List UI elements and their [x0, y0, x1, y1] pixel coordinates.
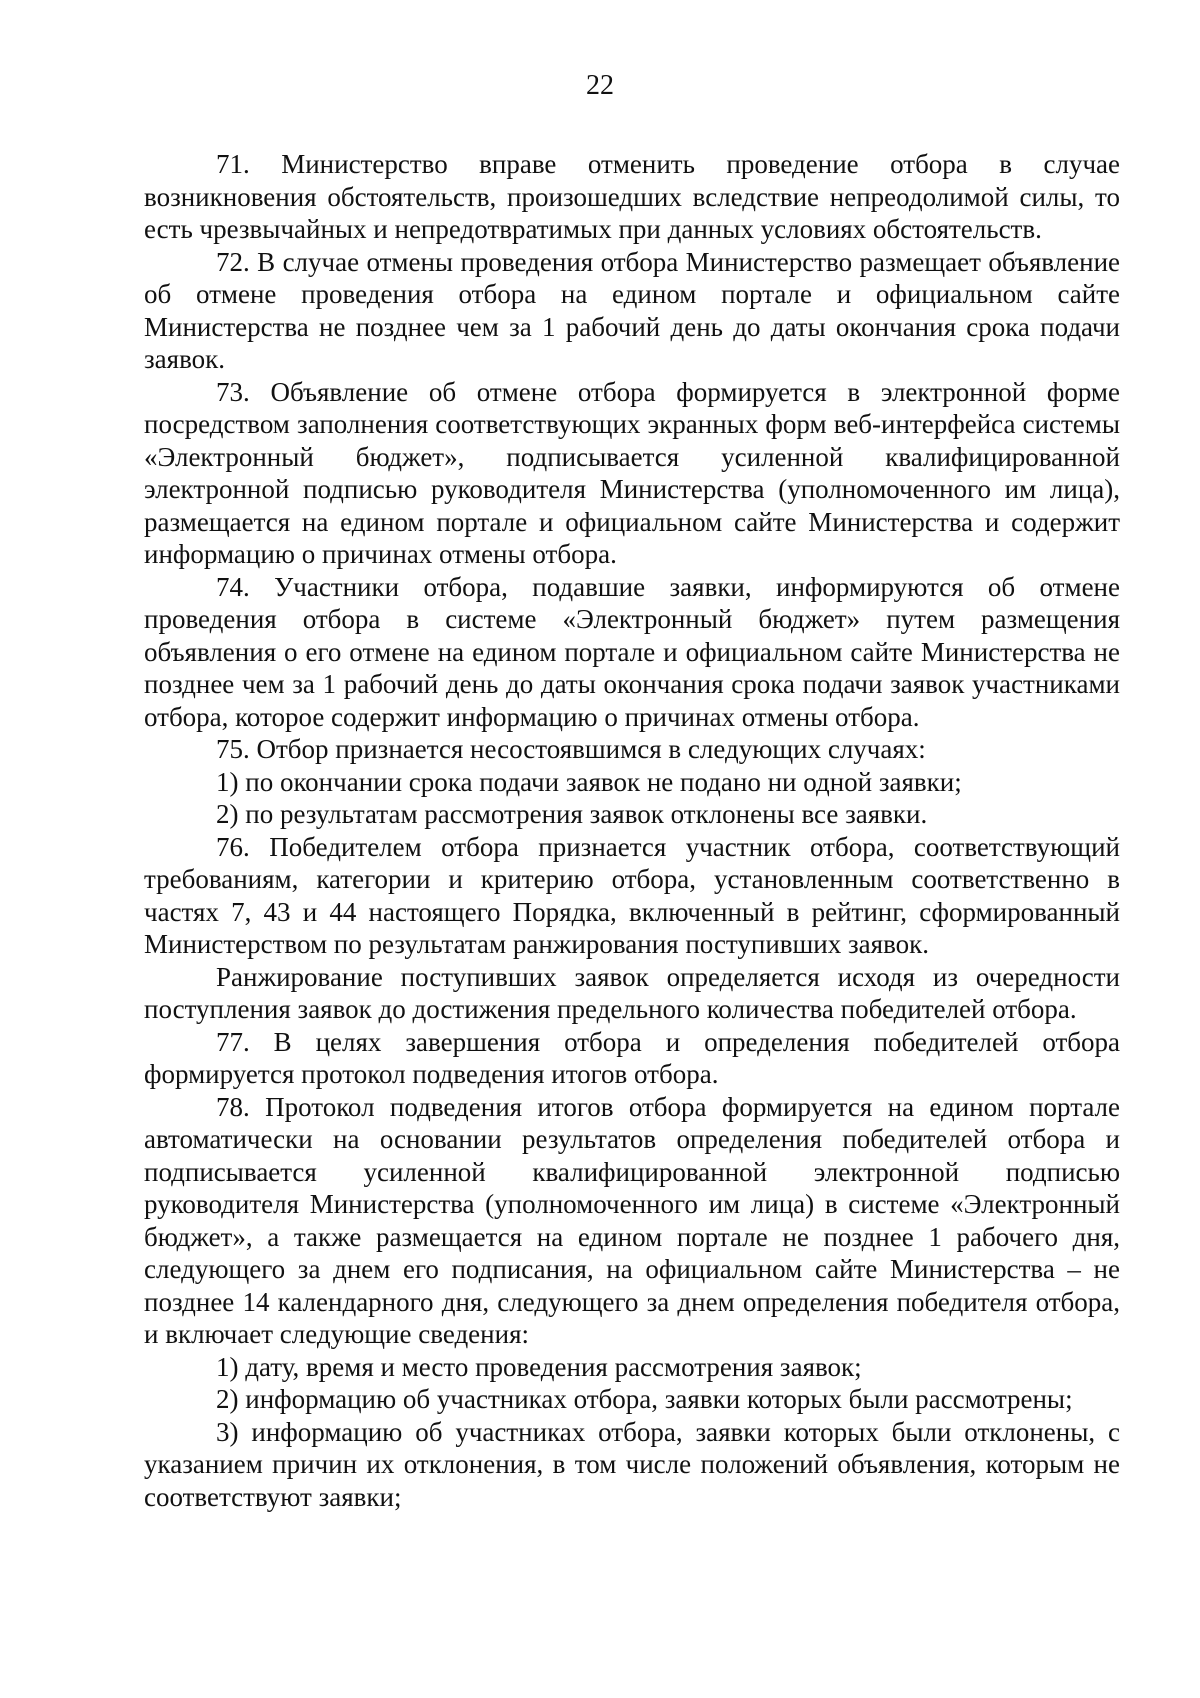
paragraph-75-item-1: 1) по окончании срока подачи заявок не подано ни одной заявки;: [216, 766, 962, 797]
paragraph-77: 77. В целях завершения отбора и определения победителей отбора формируется протокол подведения итогов отбора.: [144, 1026, 1120, 1089]
paragraph-74: 74. Участники отбора, подавшие заявки, информируются об отмене проведения отбора в системе «Электронный бюджет» путем размещения объявления о его отмене на едином портале и официальном сайте Министерства не позднее чем за 1 рабочий день до даты окончания срока подачи заявок участниками отбора, которое содержит информацию о причинах отмены отбора.: [144, 571, 1120, 732]
page-number: 22: [586, 70, 614, 101]
paragraph-78: 78. Протокол подведения итогов отбора формируется на едином портале автоматически на основании результатов определения победителей отбора и подписывается усиленной квалифицированной электронной подписью руководителя Министерства (уполномоченного им лица) в системе «Электронный бюджет», а также размещается на едином портале не позднее 1 рабочего дня, следующего за днем его подписания, на официальном сайте Министерства – не позднее 14 календарного дня, следующего за днем определения победителя отбора, и включает следующие сведения:: [144, 1091, 1120, 1349]
paragraph-78-item-2: 2) информацию об участниках отбора, заявки которых были рассмотрены;: [216, 1384, 1073, 1414]
paragraph-72: 72. В случае отмены проведения отбора Министерство размещает объявление об отмене проведения отбора на едином портале и официальном сайте Министерства не позднее чем за 1 рабочий день до даты окончания срока подачи заявок.: [144, 246, 1120, 374]
paragraph-75-item-2: 2) по результатам рассмотрения заявок отклонены все заявки.: [216, 799, 928, 829]
paragraph-76-ranking: Ранжирование поступивших заявок определяется исходя из очередности поступления заявок до достижения предельного количества победителей отбора.: [144, 961, 1120, 1024]
paragraph-78-item-1: 1) дату, время и место проведения рассмотрения заявок;: [216, 1351, 862, 1382]
paragraph-76: 76. Победителем отбора признается участник отбора, соответствующий требованиям, категории и критерию отбора, установленным соответственно в частях 7, 43 и 44 настоящего Порядка, включенный в рейтинг, сформированный Министерством по результатам ранжирования поступивших заявок.: [144, 831, 1120, 959]
paragraph-78-item-3: 3) информацию об участниках отбора, заявки которых были отклонены, с указанием причин их отклонения, в том числе положений объявления, которым не соответствуют заявки;: [144, 1416, 1120, 1512]
document-body: [144, 148, 1120, 1513]
paragraph-73: 73. Объявление об отмене отбора формируется в электронной форме посредством заполнения соответствующих экранных форм веб-интерфейса системы «Электронный бюджет», подписывается усиленной квалифицированной электронной подписью руководителя Министерства (уполномоченного им лица), размещается на едином портале и официальном сайте Министерства и содержит информацию о причинах отмены отбора.: [144, 376, 1120, 569]
paragraph-71: 71. Министерство вправе отменить проведение отбора в случае возникновения обстоятельств, произошедших вследствие непреодолимой силы, то есть чрезвычайных и непредотвратимых при данных условиях обстоятельств.: [144, 149, 1120, 244]
paragraph-75: 75. Отбор признается несостоявшимся в следующих случаях:: [216, 734, 926, 764]
